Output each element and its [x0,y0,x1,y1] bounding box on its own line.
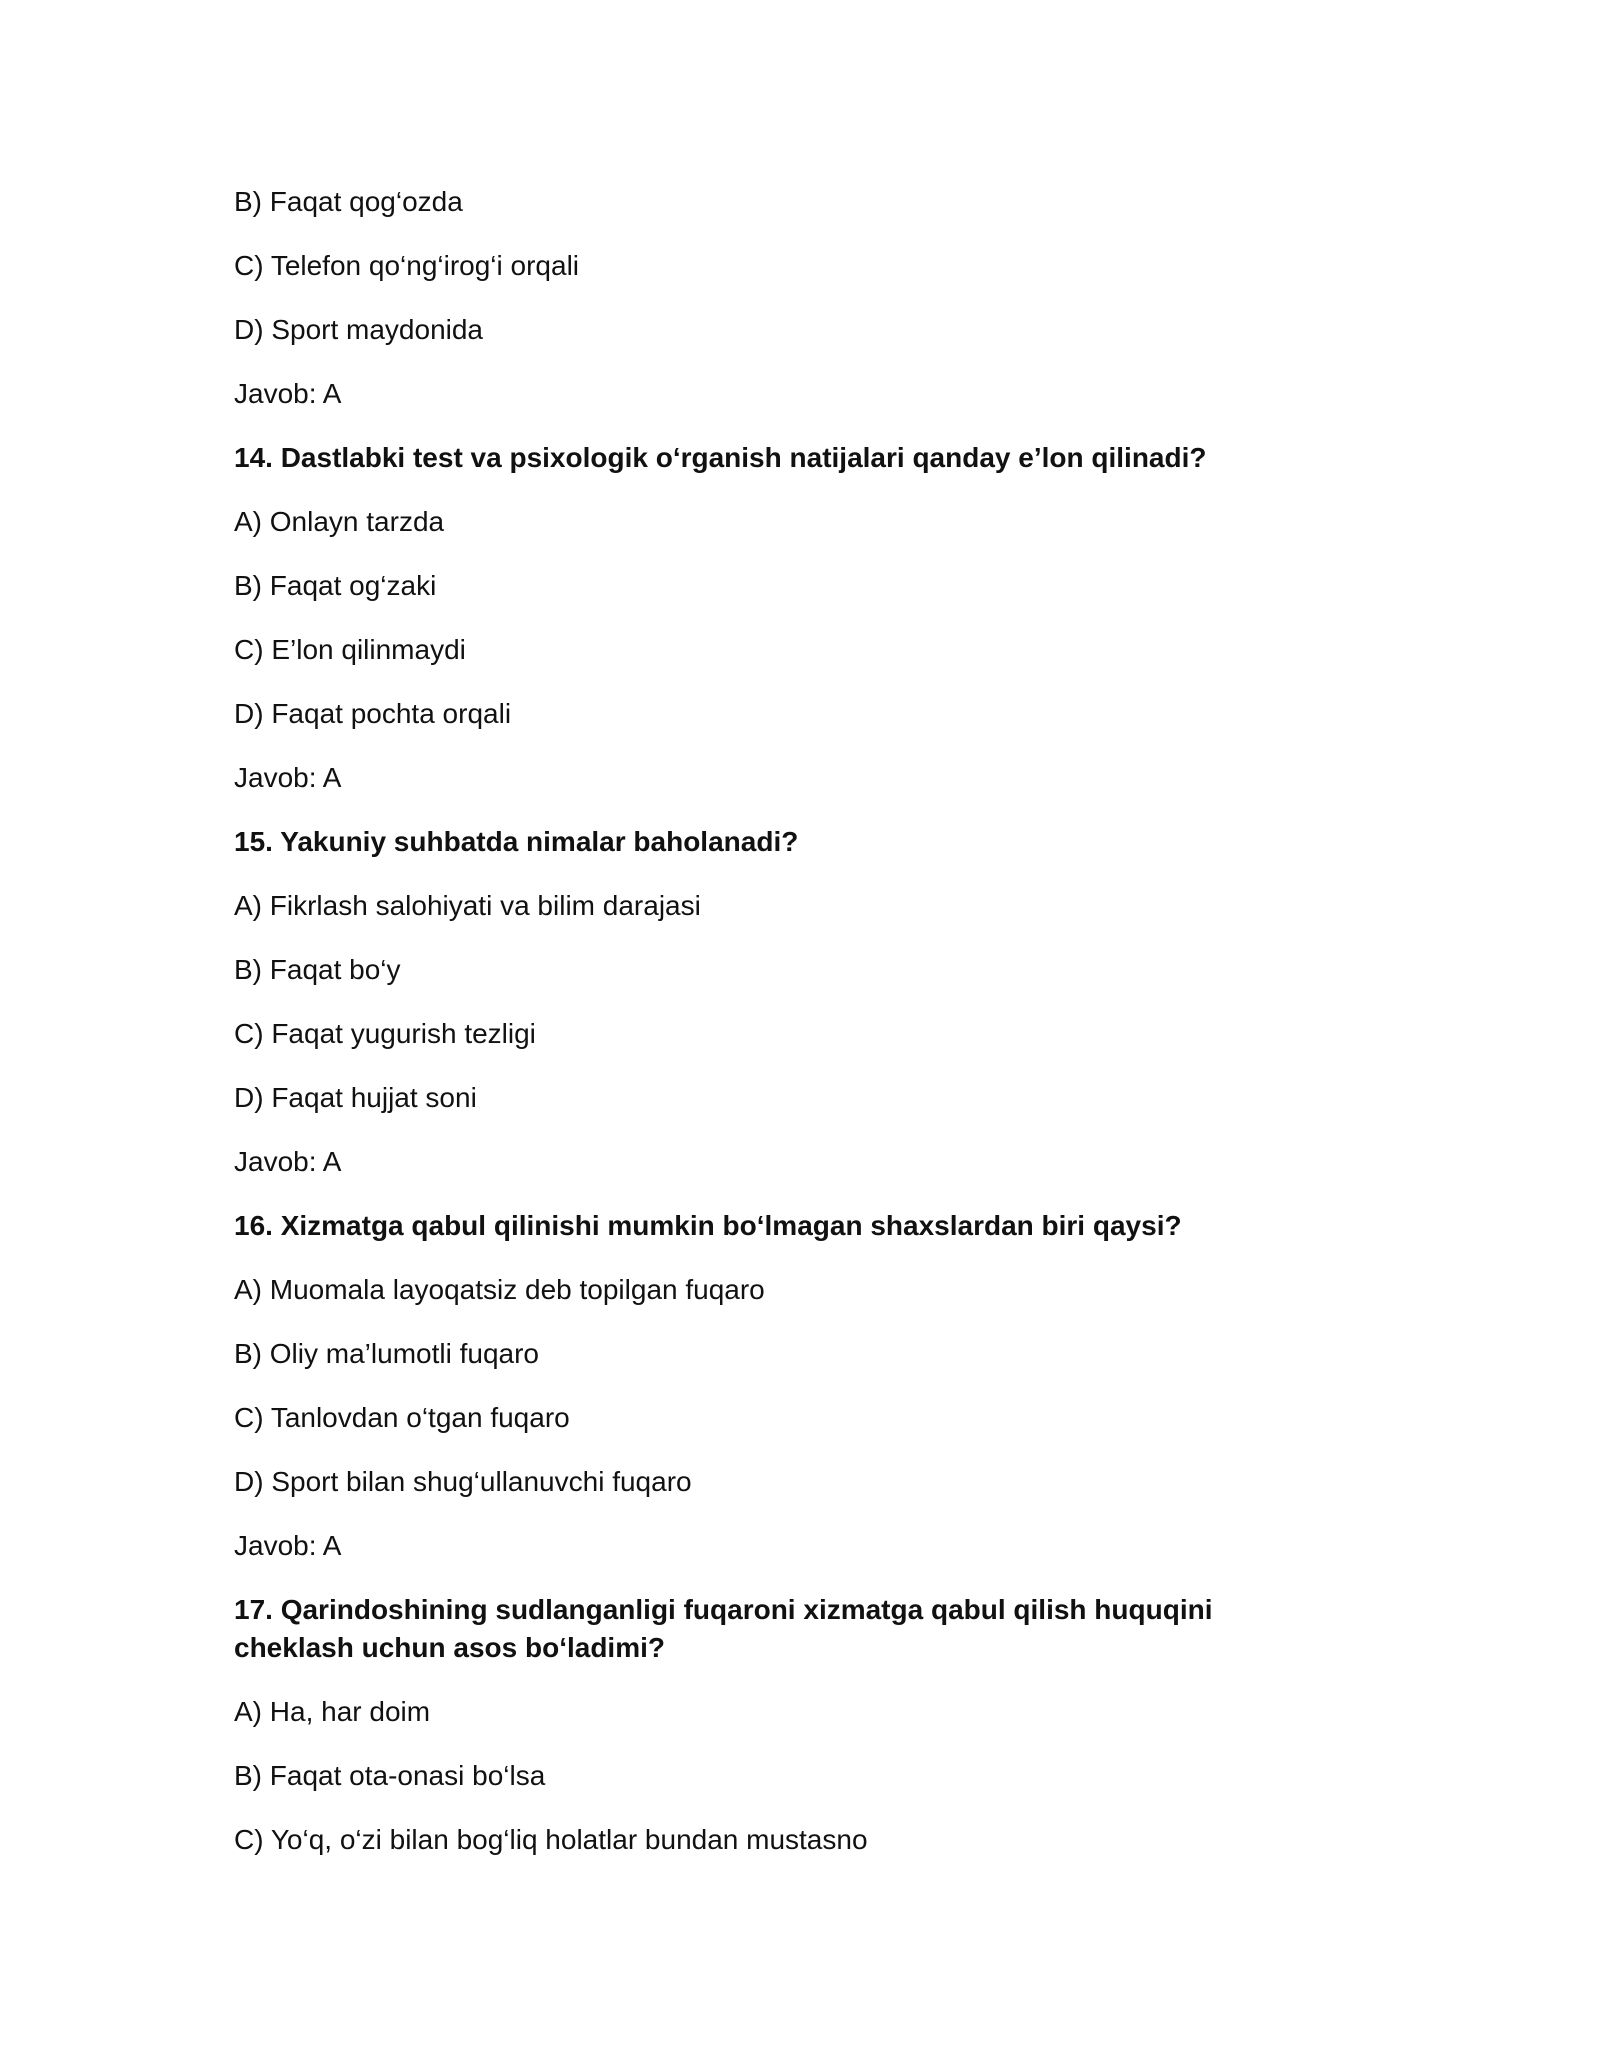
option-c: C) Yo‘q, o‘zi bilan bog‘liq holatlar bundan mustasno [234,1824,868,1855]
document-content [234,183,1314,1885]
question-text: 17. Qarindoshining sudlanganligi fuqaroni xizmatga qabul qilish huquqini cheklash uchun asos bo‘ladimi? [234,1594,1213,1663]
option-c: C) Telefon qo‘ng‘irog‘i orqali [234,250,580,281]
question-block-15 [234,823,1314,1181]
answer-line: Javob: A [234,762,342,793]
question-block-13-continued [234,183,1314,413]
option-a: A) Onlayn tarzda [234,506,445,537]
question-text: 15. Yakuniy suhbatda nimalar baholanadi? [234,826,799,857]
option-b: B) Faqat og‘zaki [234,570,437,601]
answer-line: Javob: A [234,1146,342,1177]
option-a: A) Fikrlash salohiyati va bilim darajasi [234,890,701,921]
option-b: B) Oliy ma’lumotli fuqaro [234,1338,539,1369]
question-block-16 [234,1207,1314,1565]
option-b: B) Faqat qog‘ozda [234,186,463,217]
option-d: D) Sport maydonida [234,314,484,345]
option-b: B) Faqat bo‘y [234,954,401,985]
question-block-14 [234,439,1314,797]
option-c: C) Tanlovdan o‘tgan fuqaro [234,1402,570,1433]
option-a: A) Muomala layoqatsiz deb topilgan fuqaro [234,1274,765,1305]
option-d: D) Faqat pochta orqali [234,698,512,729]
question-block-17 [234,1591,1314,1859]
option-d: D) Sport bilan shug‘ullanuvchi fuqaro [234,1466,692,1497]
question-text: 14. Dastlabki test va psixologik o‘rganish natijalari qanday e’lon qilinadi? [234,442,1207,473]
option-c: C) E’lon qilinmaydi [234,634,466,665]
option-b: B) Faqat ota-onasi bo‘lsa [234,1760,546,1791]
option-d: D) Faqat hujjat soni [234,1082,477,1113]
question-text: 16. Xizmatga qabul qilinishi mumkin bo‘lmagan shaxslardan biri qaysi? [234,1210,1182,1241]
option-c: C) Faqat yugurish tezligi [234,1018,536,1049]
answer-line: Javob: A [234,1530,342,1561]
option-a: A) Ha, har doim [234,1696,431,1727]
answer-line: Javob: A [234,378,342,409]
